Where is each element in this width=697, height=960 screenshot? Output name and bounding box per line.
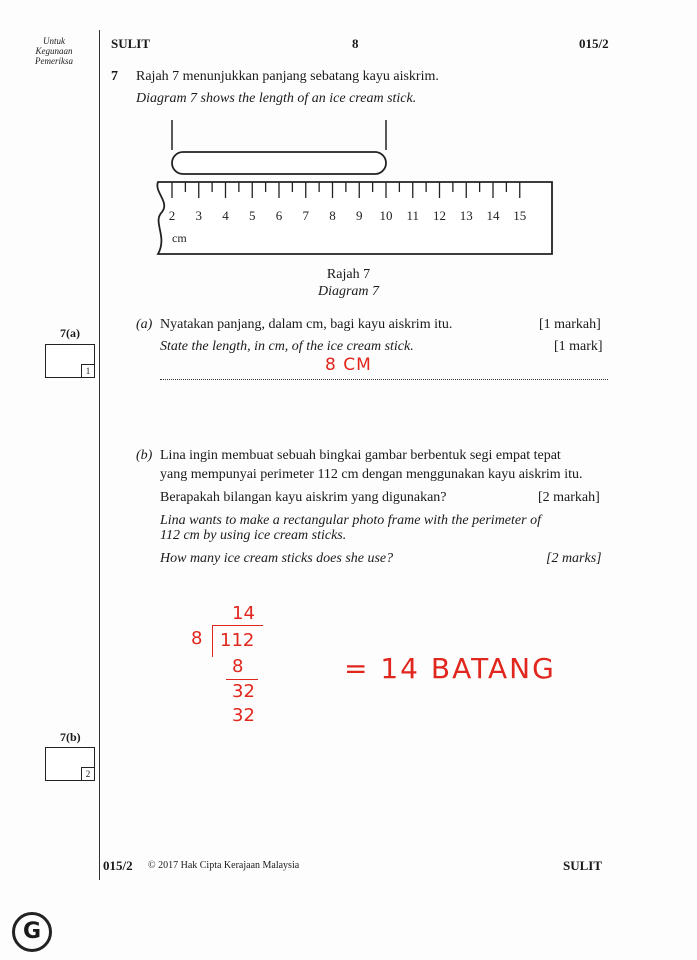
mark-box-a-label: 7(a): [60, 326, 80, 340]
part-a-text-en: State the length, in cm, of the ice cream stick.: [160, 339, 414, 354]
mark-box-b: [45, 747, 95, 781]
ruler-tick-label: 15: [513, 208, 527, 223]
ruler-tick-label: 10: [379, 208, 393, 223]
examiner-note-line: Pemeriksa: [35, 56, 73, 66]
ruler-diagram: [150, 112, 556, 262]
division-bar: [213, 625, 263, 626]
part-b-answer: = 14 BATANG: [344, 652, 556, 685]
working-dividend: 112: [220, 630, 255, 651]
part-b-mark-ms: [2 markah]: [538, 490, 600, 505]
diagram-caption-ms: Rajah 7: [326, 267, 371, 282]
paper-code: 015/2: [579, 36, 609, 51]
diagram-caption-en: Diagram 7: [317, 284, 380, 299]
division-bracket: [212, 625, 213, 657]
working-divisor: 8: [191, 628, 203, 649]
part-b-line2-en: 112 cm by using ice cream sticks.: [160, 528, 347, 543]
part-b-line3-ms: Berapakah bilangan kayu aiskrim yang digunakan?: [160, 490, 447, 505]
ruler-unit: cm: [172, 231, 187, 245]
working-quotient: 14: [232, 603, 255, 624]
ruler-tick-label: 13: [459, 208, 473, 223]
mark-box-b-label: 7(b): [60, 730, 81, 744]
part-b-mark-en: [2 marks]: [546, 551, 602, 566]
examiner-margin-line: [99, 30, 100, 880]
ruler-tick-label: 9: [356, 208, 363, 223]
page-number: 8: [352, 36, 359, 51]
examiner-note-line: Untuk: [43, 36, 65, 46]
question-intro-ms: Rajah 7 menunjukkan panjang sebatang kayu aiskrim.: [136, 69, 439, 84]
question-number: 7: [111, 69, 118, 84]
question-intro-en: Diagram 7 shows the length of an ice cream stick.: [136, 91, 417, 106]
ruler-tick-label: 5: [249, 208, 256, 223]
part-b-line2-ms: yang mempunyai perimeter 112 cm dengan menggunakan kayu aiskrim itu.: [160, 467, 583, 482]
mark-box-a-value: 1: [81, 364, 94, 377]
ice-cream-stick: [172, 152, 386, 174]
part-b-label: (b): [136, 448, 153, 463]
footer-copyright: © 2017 Hak Cipta Kerajaan Malaysia: [148, 860, 300, 871]
ruler-tick-label: 14: [486, 208, 500, 223]
part-b-line3-en: How many ice cream sticks does she use?: [160, 551, 394, 566]
ruler-tick-label: 12: [433, 208, 446, 223]
part-a-mark-en: [1 mark]: [554, 339, 603, 354]
part-a-text-ms: Nyatakan panjang, dalam cm, bagi kayu aiskrim itu.: [160, 317, 453, 332]
working-step2: 32: [232, 681, 255, 702]
examiner-note: [24, 36, 84, 66]
header-sulit: SULIT: [111, 36, 151, 51]
subtraction-line: [226, 679, 258, 680]
ruler-tick-label: 2: [168, 208, 176, 223]
answer-line-a: [160, 379, 608, 380]
examiner-note-line: Kegunaan: [35, 46, 73, 56]
part-a-answer: 8 CM: [325, 355, 372, 375]
part-a-mark-ms: [1 markah]: [539, 317, 601, 332]
footer-sulit: SULIT: [563, 858, 603, 873]
ruler-tick-label: 3: [195, 208, 202, 223]
working-step1: 8: [232, 656, 244, 677]
footer-code: 015/2: [103, 858, 133, 873]
part-a-label: (a): [136, 317, 153, 332]
mark-box-b-value: 2: [81, 767, 94, 780]
ruler-tick-label: 6: [275, 208, 283, 223]
mark-box-a: [45, 344, 95, 378]
ruler-tick-label: 8: [329, 208, 336, 223]
ruler-tick-label: 11: [406, 208, 420, 223]
g-logo-icon: G: [12, 912, 52, 952]
working-step3: 32: [232, 705, 255, 726]
ruler-tick-label: 7: [302, 208, 309, 223]
part-b-line1-ms: Lina ingin membuat sebuah bingkai gambar berbentuk segi empat tepat: [160, 448, 561, 463]
part-b-line1-en: Lina wants to make a rectangular photo frame with the perimeter of: [160, 513, 541, 528]
ruler-tick-label: 4: [222, 208, 229, 223]
